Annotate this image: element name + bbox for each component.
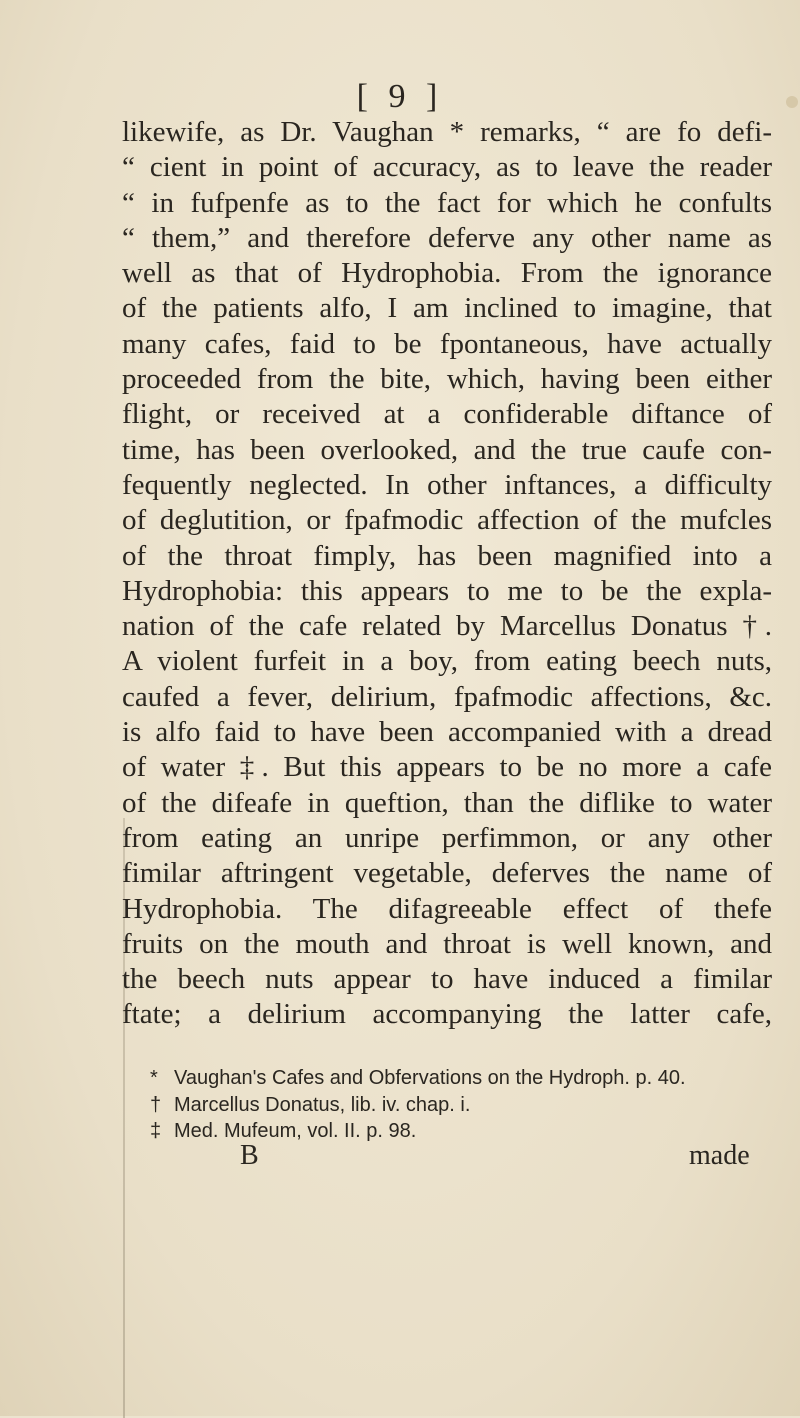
footnote-text: Med. Mufeum, vol. II. p. 98. — [174, 1120, 417, 1142]
text-line: of deglutition, or fpafmodic affection of the mufcles — [122, 504, 772, 537]
text-line: fruits on the mouth and throat is well known, and — [122, 927, 772, 960]
text-line: A violent furfeit in a boy, from eating beech nuts, — [122, 645, 772, 678]
text-line: time, has been overlooked, and the true caufe con- — [122, 433, 772, 466]
page-footer — [0, 1140, 800, 1180]
text-line: nation of the cafe related by Marcellus Donatus †. — [122, 610, 772, 643]
footnote-text: Marcellus Donatus, lib. iv. chap. i. — [174, 1093, 471, 1116]
text-line: ftate; a delirium accompanying the latter cafe, — [122, 998, 772, 1031]
text-line: “ cient in point of accuracy, as to leave the reader — [122, 151, 772, 184]
footnote — [150, 1065, 770, 1092]
text-line: fequently neglected. In other inftances, a difficulty — [122, 468, 772, 501]
footnote-mark: † — [150, 1093, 162, 1116]
text-line: of water ‡. But this appears to be no more a cafe — [122, 751, 772, 784]
catchword: made — [689, 1140, 750, 1171]
footnotes — [150, 1065, 770, 1145]
text-line: the beech nuts appear to have induced a fimilar — [122, 963, 772, 996]
text-line: well as that of Hydrophobia. From the ignorance — [122, 257, 772, 290]
text-line: flight, or received at a confiderable diftance of — [122, 398, 772, 431]
text-line: “ in fufpenfe as to the fact for which he confults — [122, 186, 772, 219]
text-line: caufed a fever, delirium, fpafmodic affections, &c. — [122, 680, 772, 713]
footnote — [150, 1092, 770, 1119]
text-line: from eating an unripe perfimmon, or any other — [122, 821, 772, 854]
text-line: Hydrophobia. The difagreeable effect of thefe — [122, 892, 772, 925]
text-line: of the patients alfo, I am inclined to imagine, that — [122, 292, 772, 325]
footnote-mark: * — [150, 1067, 158, 1089]
text-line: “ them,” and therefore deferve any other name as — [122, 221, 772, 254]
text-line: of the difeafe in queftion, than the diflike to water — [122, 786, 772, 819]
signature-mark: B — [240, 1140, 259, 1171]
text-line: proceeded from the bite, which, having been either — [122, 363, 772, 396]
footnote-mark: ‡ — [150, 1120, 162, 1142]
text-line: fimilar aftringent vegetable, deferves the name of — [122, 857, 772, 890]
text-line: is alfo faid to have been accompanied with a dread — [122, 716, 772, 749]
text-line: of the throat fimply, has been magnified into a — [122, 539, 772, 572]
text-line: many cafes, faid to be fpontaneous, have actually — [122, 327, 772, 360]
text-line: Hydrophobia: this appears to me to be the expla- — [122, 574, 772, 607]
footnote-text: Vaughan's Cafes and Obfervations on the Hydroph. p. 40. — [174, 1067, 686, 1089]
main-text — [122, 115, 772, 1033]
page-number: [ 9 ] — [356, 78, 444, 115]
text-line: likewife, as Dr. Vaughan * remarks, “ are fo defi- — [122, 116, 772, 148]
